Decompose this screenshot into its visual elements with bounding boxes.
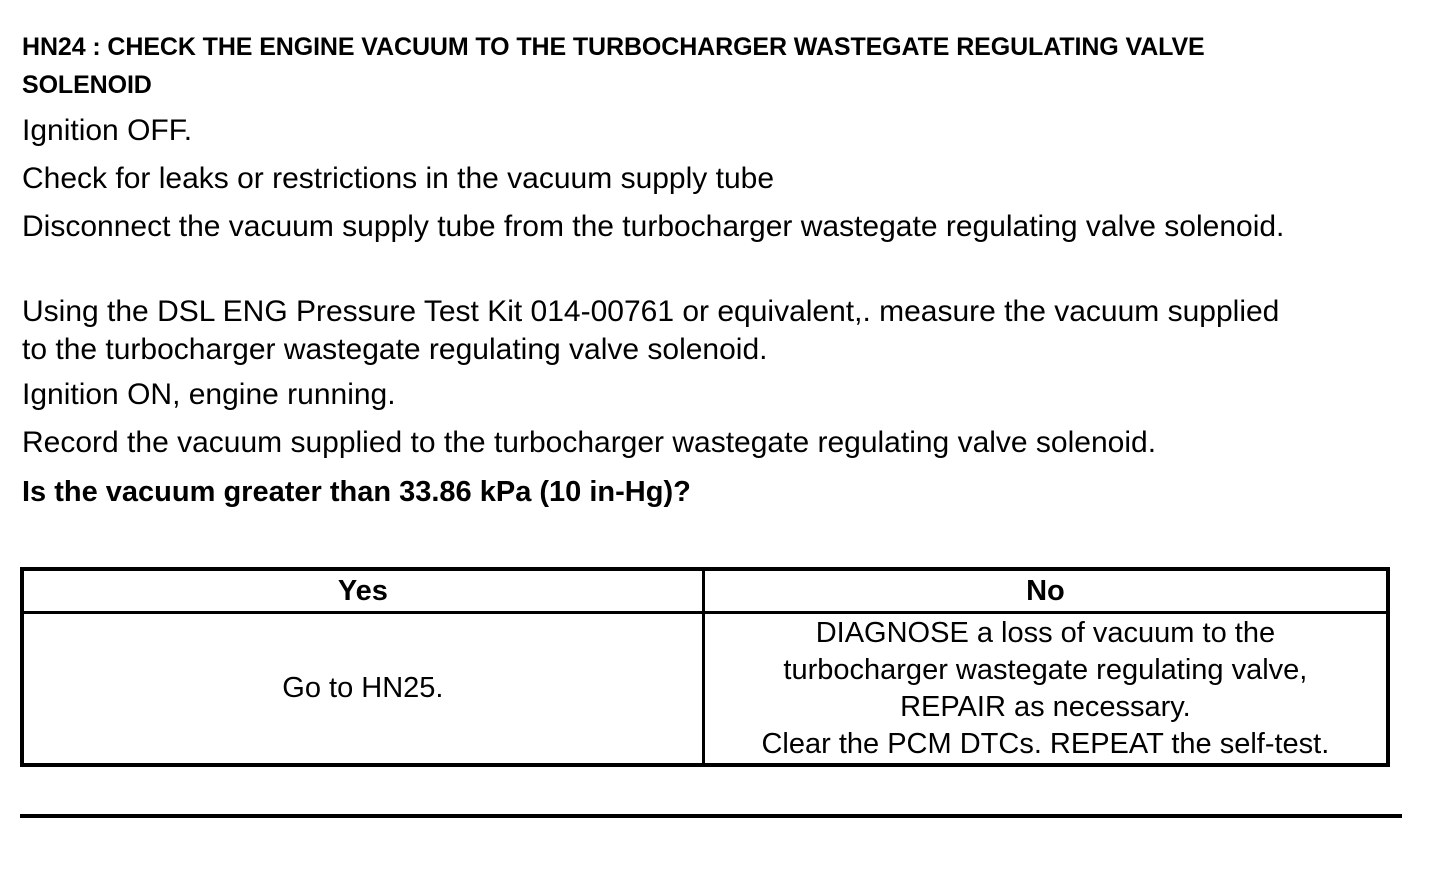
procedure-heading (22, 28, 1402, 104)
no-action-cell (703, 613, 1388, 766)
no-action-line: REPAIR as necessary. (900, 690, 1191, 723)
step-disconnect-tube: Disconnect the vacuum supply tube from the turbocharger wastegate regulating valve solenoid. (22, 210, 1285, 243)
section-divider (20, 814, 1402, 818)
step-check-leaks: Check for leaks or restrictions in the vacuum supply tube (22, 162, 775, 195)
no-action-line: turbocharger wastegate regulating valve, (783, 653, 1308, 686)
header-yes: Yes (22, 569, 703, 613)
heading-line-1: HN24 : CHECK THE ENGINE VACUUM TO THE TURBOCHARGER WASTEGATE REGULATING VALVE (22, 33, 1205, 61)
table-row (22, 613, 1388, 766)
step-measure-vacuum: Using the DSL ENG Pressure Test Kit 014-00761 or equivalent,. measure the vacuum supplied to the turbocharger wastegate regulating valve solenoid. (22, 295, 1280, 366)
heading-line-2: SOLENOID (22, 71, 152, 99)
step-record-vacuum: Record the vacuum supplied to the turbocharger wastegate regulating valve solenoid. (22, 426, 1157, 459)
decision-table (20, 567, 1390, 767)
header-no: No (703, 569, 1388, 613)
no-action-line: Clear the PCM DTCs. REPEAT the self-test. (761, 727, 1330, 760)
table-header-row (22, 569, 1388, 613)
step-ignition-off: Ignition OFF. (22, 114, 193, 147)
no-action-line: DIAGNOSE a loss of vacuum to the (815, 616, 1276, 649)
decision-question: Is the vacuum greater than 33.86 kPa (10 in-Hg)? (22, 476, 691, 508)
step-ignition-on: Ignition ON, engine running. (22, 378, 396, 411)
yes-action-cell: Go to HN25. (22, 613, 703, 766)
